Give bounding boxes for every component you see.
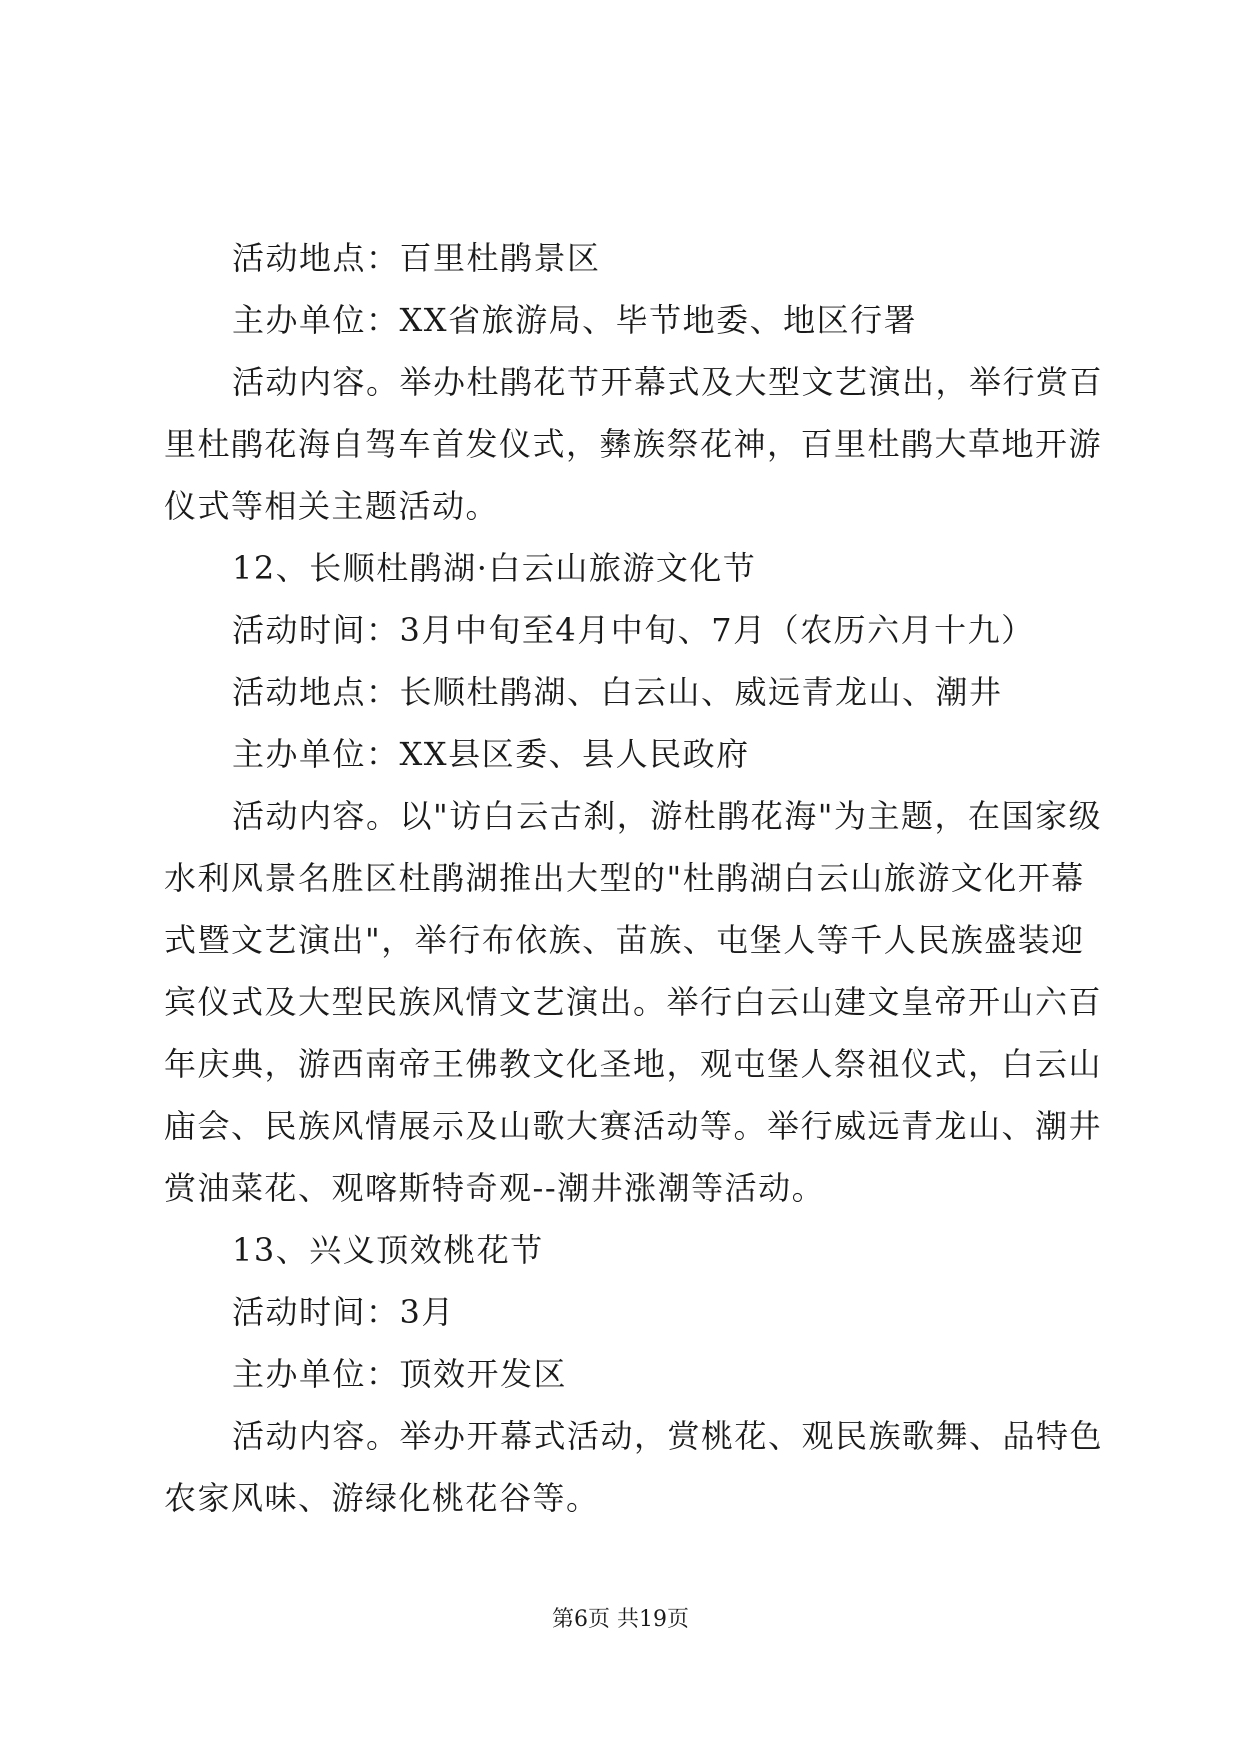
paragraph-line: 仪式等相关主题活动。 [164,487,500,525]
paragraph-line: 式暨文艺演出"，举行布依族、苗族、屯堡人等千人民族盛装迎 [164,921,1085,959]
paragraph-line: 水利风景名胜区杜鹃湖推出大型的"杜鹃湖白云山旅游文化开幕 [164,859,1085,897]
paragraph-line: 赏油菜花、观喀斯特奇观--潮井涨潮等活动。 [164,1169,826,1207]
paragraph-line: 活动时间：3月中旬至4月中旬、7月（农历六月十九） [232,611,1035,649]
paragraph-line: 年庆典，游西南帝王佛教文化圣地，观屯堡人祭祖仪式，白云山 [164,1045,1103,1083]
paragraph-line: 活动内容。举办杜鹃花节开幕式及大型文艺演出，举行赏百 [232,363,1104,401]
paragraph-line: 活动内容。以"访白云古刹，游杜鹃花海"为主题，在国家级 [232,797,1102,835]
page-number-footer: 第6页 共19页 [552,1607,689,1632]
paragraph-line: 主办单位：XX省旅游局、毕节地委、地区行署 [232,301,918,339]
paragraph-line: 活动地点：百里杜鹃景区 [232,239,601,277]
paragraph-line: 主办单位：顶效开发区 [232,1355,568,1393]
paragraph-line: 活动内容。举办开幕式活动，赏桃花、观民族歌舞、品特色 [232,1417,1104,1455]
paragraph-line: 活动地点：长顺杜鹃湖、白云山、威远青龙山、潮井 [232,673,1003,711]
paragraph-line: 里杜鹃花海自驾车首发仪式，彝族祭花神，百里杜鹃大草地开游 [164,425,1103,463]
section-heading: 12、长顺杜鹃湖·白云山旅游文化节 [232,549,757,587]
paragraph-line: 活动时间：3月 [232,1293,455,1331]
paragraph-line: 主办单位：XX县区委、县人民政府 [232,735,750,773]
paragraph-line: 庙会、民族风情展示及山歌大赛活动等。举行威远青龙山、潮井 [164,1107,1103,1145]
paragraph-line: 宾仪式及大型民族风情文艺演出。举行白云山建文皇帝开山六百 [164,983,1103,1021]
paragraph-line: 农家风味、游绿化桃花谷等。 [164,1479,600,1517]
section-heading: 13、兴义顶效桃花节 [232,1231,544,1269]
